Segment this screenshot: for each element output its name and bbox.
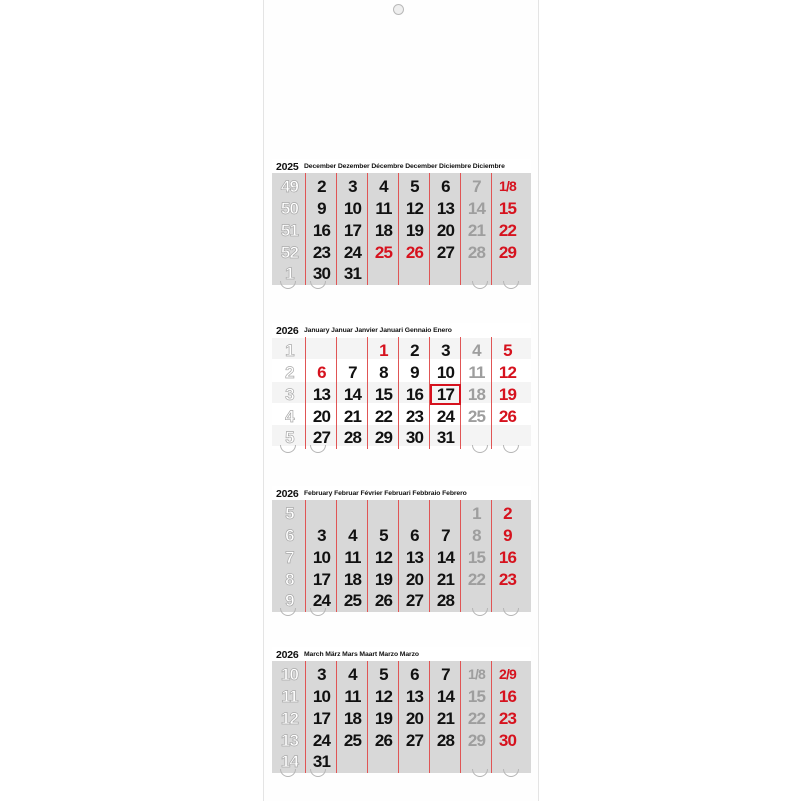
- day-cell: 13: [405, 548, 424, 567]
- day-cell: 14: [467, 199, 486, 218]
- day-cell: 19: [374, 570, 393, 589]
- month-grid: [272, 337, 531, 449]
- day-cell: 16: [498, 687, 517, 706]
- week-number: 6: [285, 526, 294, 545]
- day-cell: 13: [312, 385, 331, 404]
- month-header: [272, 647, 531, 661]
- day-cell: 17: [312, 570, 331, 589]
- day-cell: 2: [317, 177, 326, 196]
- week-number: 4: [285, 407, 294, 426]
- week-number: 8: [285, 570, 294, 589]
- day-cell: 20: [436, 221, 455, 240]
- day-cell: 3: [441, 341, 450, 360]
- day-cell: 11: [344, 548, 361, 567]
- day-cell: 6: [441, 177, 450, 196]
- day-cell: 22: [467, 709, 486, 728]
- week-number: 51: [280, 221, 299, 240]
- day-cell: 5: [379, 526, 388, 545]
- week-number: 14: [280, 752, 299, 771]
- day-cell: 22: [498, 221, 517, 240]
- day-cell: 17: [343, 221, 362, 240]
- month-header: [272, 486, 531, 500]
- month-grid: [272, 173, 531, 285]
- month-names: January Januar Janvier Januari Gennaio Enero: [304, 327, 452, 334]
- day-cell: 1: [472, 504, 481, 523]
- day-cell: 3: [317, 526, 326, 545]
- day-cell: 6: [410, 526, 419, 545]
- year-label: 2026: [276, 649, 299, 661]
- week-number: 2: [285, 363, 294, 382]
- day-cell: 15: [467, 687, 486, 706]
- week-number: 10: [280, 665, 299, 684]
- day-cell: 5: [379, 665, 388, 684]
- month-header: [272, 159, 531, 173]
- month-header: [272, 323, 531, 337]
- day-cell: 12: [405, 199, 424, 218]
- day-cell: 28: [436, 731, 455, 750]
- day-cell: 21: [343, 407, 362, 426]
- day-cell: 6: [410, 665, 419, 684]
- day-cell: 4: [379, 177, 388, 196]
- day-cell: 28: [467, 243, 486, 262]
- day-cell: 24: [312, 591, 331, 610]
- day-cell: 26: [374, 591, 393, 610]
- day-cell: 5: [410, 177, 419, 196]
- day-cell: 21: [436, 570, 455, 589]
- day-cell: 23: [312, 243, 331, 262]
- month-names: March März Mars Maart Marzo Marzo: [304, 651, 419, 658]
- day-cell: 6: [317, 363, 326, 382]
- day-cell: 27: [405, 731, 424, 750]
- day-cell: 22: [374, 407, 393, 426]
- week-number: 50: [280, 199, 299, 218]
- day-cell: 23: [498, 570, 517, 589]
- day-cell: 13: [405, 687, 424, 706]
- day-cell: 25: [343, 731, 362, 750]
- day-cell: 21: [467, 221, 486, 240]
- day-cell: 16: [405, 385, 424, 404]
- day-cell: 7: [441, 526, 450, 545]
- day-cell: 15: [374, 385, 393, 404]
- day-cell: 14: [436, 687, 455, 706]
- day-cell: 18: [343, 570, 362, 589]
- day-cell: 21: [436, 709, 455, 728]
- week-number: 5: [285, 428, 294, 447]
- month-grid: [272, 661, 531, 773]
- day-cell: 25: [343, 591, 362, 610]
- day-cell: 28: [436, 591, 455, 610]
- day-cell: 29: [498, 243, 517, 262]
- day-cell: 1/8: [498, 178, 517, 194]
- day-cell: 30: [498, 731, 517, 750]
- month-names: February Februar Février Februari Febbraio Febrero: [304, 490, 467, 497]
- week-number: 1: [285, 341, 294, 360]
- day-cell: 30: [312, 264, 331, 283]
- day-cell: 16: [498, 548, 517, 567]
- day-cell: 24: [312, 731, 331, 750]
- day-cell: 8: [472, 526, 481, 545]
- day-cell: 1: [379, 341, 388, 360]
- day-cell: 18: [467, 385, 486, 404]
- day-cell: 18: [343, 709, 362, 728]
- day-cell: 17: [430, 384, 461, 405]
- day-cell: 23: [405, 407, 424, 426]
- day-cell: 7: [472, 177, 481, 196]
- day-cell: 12: [498, 363, 517, 382]
- day-cell: 22: [467, 570, 486, 589]
- day-cell: 10: [312, 548, 331, 567]
- day-cell: 25: [374, 243, 393, 262]
- day-cell: 25: [467, 407, 486, 426]
- day-cell: 19: [405, 221, 424, 240]
- day-cell: 2/9: [498, 666, 517, 682]
- day-cell: 27: [436, 243, 455, 262]
- day-cell: 9: [503, 526, 512, 545]
- week-number: 9: [285, 591, 294, 610]
- week-number: 7: [285, 548, 294, 567]
- day-cell: 15: [498, 199, 517, 218]
- year-label: 2026: [276, 325, 299, 337]
- week-number: 13: [280, 731, 299, 750]
- month-grid: [272, 500, 531, 612]
- week-number: 5: [285, 504, 294, 523]
- day-cell: 15: [467, 548, 486, 567]
- month-names: December Dezember Décembre December Diciembre Diciembre: [304, 163, 505, 170]
- month-panel: [272, 159, 531, 285]
- month-panel: [272, 323, 531, 449]
- day-cell: 20: [312, 407, 331, 426]
- week-number: 1: [285, 264, 294, 283]
- day-cell: 16: [312, 221, 331, 240]
- day-cell: 14: [343, 385, 362, 404]
- day-cell: 18: [374, 221, 393, 240]
- day-cell: 4: [348, 526, 357, 545]
- week-number: 52: [280, 243, 299, 262]
- day-cell: 20: [405, 709, 424, 728]
- day-cell: 24: [343, 243, 362, 262]
- day-cell: 26: [498, 407, 517, 426]
- day-cell: 13: [436, 199, 455, 218]
- day-cell: 29: [374, 428, 393, 447]
- day-cell: 10: [343, 199, 362, 218]
- day-cell: 4: [472, 341, 481, 360]
- day-cell: 24: [436, 407, 455, 426]
- day-cell: 11: [375, 199, 392, 218]
- month-panel: [272, 486, 531, 612]
- week-number: 12: [280, 709, 299, 728]
- hanging-hole: [393, 4, 404, 15]
- day-cell: 7: [441, 665, 450, 684]
- day-cell: 19: [374, 709, 393, 728]
- day-cell: 3: [348, 177, 357, 196]
- day-cell: 26: [405, 243, 424, 262]
- day-cell: 3: [317, 665, 326, 684]
- day-cell: 14: [436, 548, 455, 567]
- day-cell: 29: [467, 731, 486, 750]
- day-cell: 10: [436, 363, 455, 382]
- day-cell: 30: [405, 428, 424, 447]
- day-cell: 9: [410, 363, 419, 382]
- day-cell: 19: [498, 385, 517, 404]
- day-cell: 11: [468, 363, 485, 382]
- year-label: 2025: [276, 161, 299, 173]
- day-cell: 9: [317, 199, 326, 218]
- day-cell: 2: [503, 504, 512, 523]
- day-cell: 17: [312, 709, 331, 728]
- day-cell: 23: [498, 709, 517, 728]
- day-cell: 31: [312, 752, 331, 771]
- day-cell: 20: [405, 570, 424, 589]
- day-cell: 26: [374, 731, 393, 750]
- day-cell: 31: [436, 428, 455, 447]
- day-cell: 12: [374, 548, 393, 567]
- month-panel: [272, 647, 531, 773]
- day-cell: 1/8: [467, 666, 486, 682]
- day-cell: 10: [312, 687, 331, 706]
- day-cell: 27: [312, 428, 331, 447]
- day-cell: 7: [348, 363, 357, 382]
- day-cell: 8: [379, 363, 388, 382]
- day-cell: 28: [343, 428, 362, 447]
- year-label: 2026: [276, 488, 299, 500]
- day-cell: 12: [374, 687, 393, 706]
- day-cell: 31: [343, 264, 362, 283]
- day-cell: 2: [410, 341, 419, 360]
- day-cell: 4: [348, 665, 357, 684]
- day-cell: 5: [503, 341, 512, 360]
- week-number: 11: [281, 687, 298, 706]
- week-number: 3: [285, 385, 294, 404]
- day-cell: 11: [344, 687, 361, 706]
- week-number: 49: [280, 177, 299, 196]
- day-cell: 27: [405, 591, 424, 610]
